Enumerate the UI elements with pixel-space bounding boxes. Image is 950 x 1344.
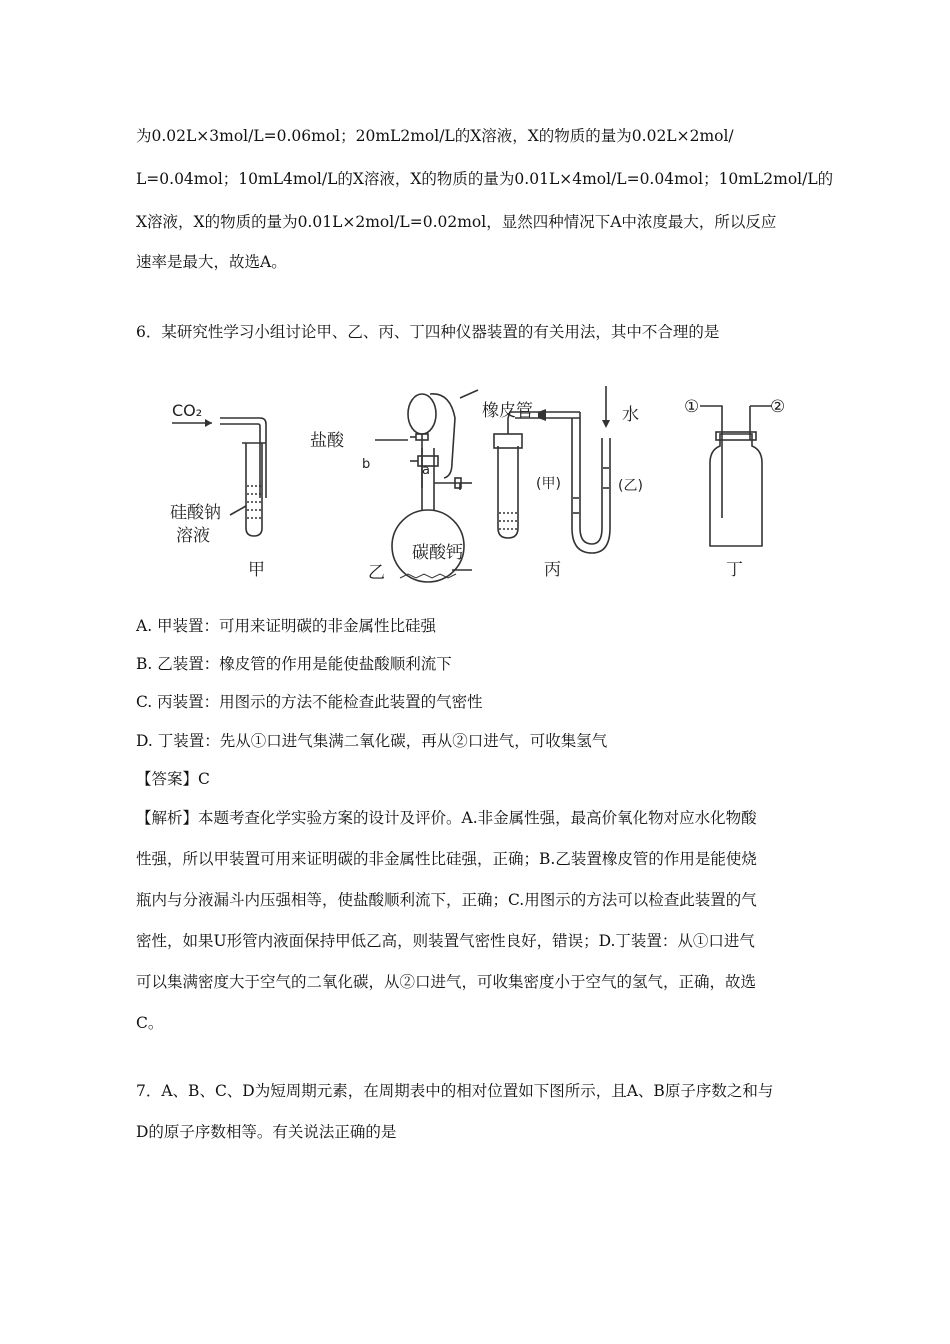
answer: 【答案】C xyxy=(136,770,210,788)
label-a: a xyxy=(422,463,430,478)
analysis-line: 可以集满密度大于空气的二氧化碳，从②口进气，可收集密度小于空气的氢气，正确，故选 xyxy=(136,973,757,991)
label-sodium-silicate-2: 溶液 xyxy=(176,526,210,546)
question-7-line: 7．A、B、C、D为短周期元素，在周期表中的相对位置如下图所示，且A、B原子序数之和与 xyxy=(136,1082,774,1100)
label-sodium-silicate-1: 硅酸钠 xyxy=(170,503,221,523)
label-co2: CO₂ xyxy=(172,401,203,420)
question-6-stem: 6．某研究性学习小组讨论甲、乙、丙、丁四种仪器装置的有关用法，其中不合理的是 xyxy=(136,323,720,341)
label-bing-left: (甲) xyxy=(536,476,561,492)
question-7-line: D的原子序数相等。有关说法正确的是 xyxy=(136,1123,397,1141)
apparatus-ding xyxy=(700,406,772,546)
label-port-1: ① xyxy=(684,397,700,417)
option-a: A. 甲装置：可用来证明碳的非金属性比硅强 xyxy=(136,617,437,635)
label-port-2: ② xyxy=(770,397,786,417)
analysis-line: 【解析】本题考查化学实验方案的设计及评价。A.非金属性强，最高价氧化物对应水化物酸 xyxy=(136,809,757,827)
option-b: B. 乙装置：橡皮管的作用是能使盐酸顺利流下 xyxy=(136,655,452,673)
intro-line: X溶液，X的物质的量为0.01L×2mol/L=0.02mol，显然四种情况下A中浓度最大，所以反应 xyxy=(136,213,777,231)
label-hydrochloric-acid: 盐酸 xyxy=(310,431,344,451)
label-b: b xyxy=(362,457,371,472)
label-bing-right: (乙) xyxy=(618,478,643,494)
caption-ding: 丁 xyxy=(726,560,743,580)
analysis-line: C。 xyxy=(136,1014,164,1032)
analysis-line: 性强，所以甲装置可用来证明碳的非金属性比硅强，正确；B.乙装置橡皮管的作用是能使烧 xyxy=(136,850,757,868)
analysis-line: 密性，如果U形管内液面保持甲低乙高，则装置气密性良好，错误；D.丁装置：从①口进气 xyxy=(136,932,755,950)
apparatus-diagram xyxy=(160,378,786,588)
caption-bing: 丙 xyxy=(544,560,561,580)
intro-line: 为0.02L×3mol/L=0.06mol；20mL2mol/L的X溶液，X的物质的量为0.02L×2mol/ xyxy=(136,127,734,145)
intro-line: 速率是最大，故选A。 xyxy=(136,253,287,271)
option-c: C. 丙装置：用图示的方法不能检查此装置的气密性 xyxy=(136,693,483,711)
label-water: 水 xyxy=(622,405,639,425)
option-d: D. 丁装置：先从①口进气集满二氧化碳，再从②口进气，可收集氢气 xyxy=(136,732,608,750)
label-calcium-carbonate: 碳酸钙 xyxy=(412,543,463,563)
analysis-line: 瓶内与分液漏斗内压强相等，使盐酸顺利流下，正确；C.用图示的方法可以检查此装置的气 xyxy=(136,891,757,909)
apparatus-figure xyxy=(160,378,786,588)
label-rubber-tube: 橡皮管 xyxy=(482,401,533,421)
caption-yi: 乙 xyxy=(368,563,385,583)
caption-jia: 甲 xyxy=(248,560,265,580)
intro-line: L=0.04mol；10mL4mol/L的X溶液，X的物质的量为0.01L×4mol/L=0.04mol；10mL2mol/L的 xyxy=(136,170,834,188)
